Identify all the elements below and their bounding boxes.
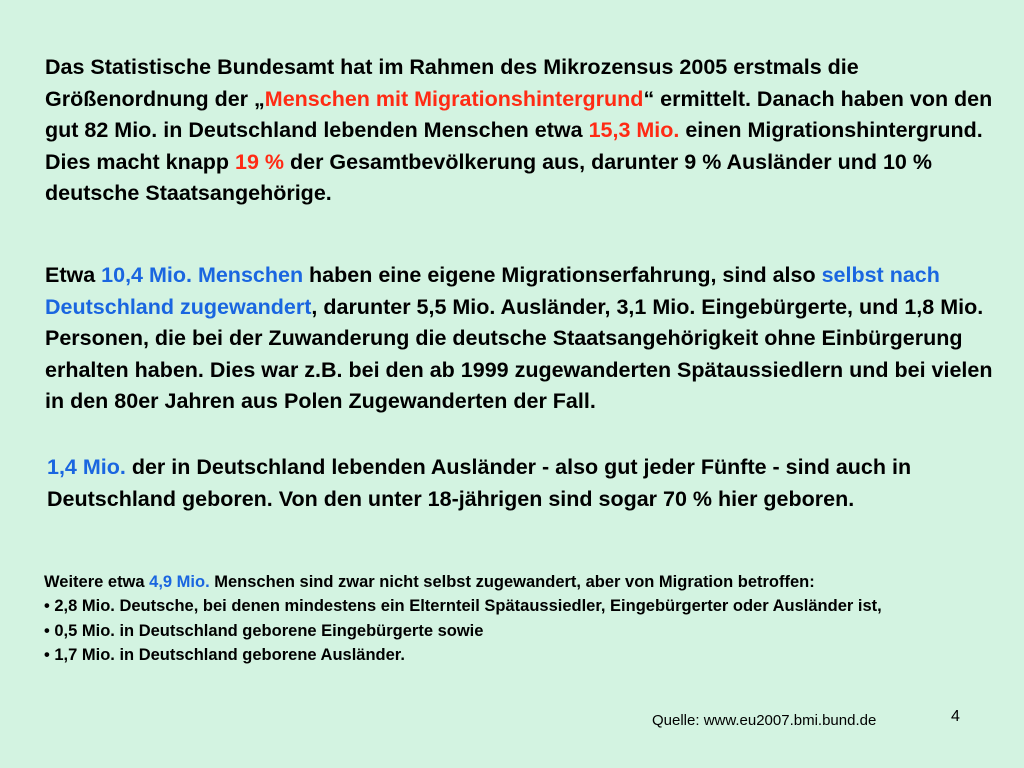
p3-highlight-count: 1,4 Mio. [47, 455, 126, 479]
p1-highlight-count: 15,3 Mio. [588, 118, 680, 143]
p3-text-1: der in Deutschland lebenden Ausländer - also gut jeder Fünfte - sind auch in Deutschland geboren. Von den unter 18-jährigen sind sogar 70 % hier geboren. [47, 455, 912, 511]
p1-highlight-percent: 19 % [234, 149, 284, 174]
paragraph-von-migration-betroffen [44, 570, 1004, 667]
source-citation: Quelle: www.eu2007.bmi.bund.de [652, 712, 877, 729]
p4-text-2: Menschen sind zwar nicht selbst zugewandert, aber von Migration betroffen: [209, 573, 815, 591]
p4-bullet-1: • 2,8 Mio. Deutsche, bei denen mindestens ein Elternteil Spätaussiedler, Eingebürgerter oder Ausländer ist, [44, 597, 882, 616]
p1-text-1: Das Statistische Bundesamt hat im Rahmen des Mikrozensus 2005 erstmals die Größenordnung der „ [45, 55, 859, 111]
p1-text-4: der Gesamtbevölkerung aus, darunter 9 % Ausländer und 10 % deutsche Staatsangehörige. [45, 149, 932, 206]
p4-bullet-3: • 1,7 Mio. in Deutschland geborene Ausländer. [44, 645, 405, 664]
p2-highlight-count: 10,4 Mio. Menschen [101, 263, 304, 287]
p2-text-1: Etwa [45, 263, 102, 287]
paragraph-in-deutschland-geboren [47, 452, 1007, 515]
p4-intro [44, 570, 1004, 594]
p2-highlight-zugewandert: selbst nach Deutschland zugewandert [45, 263, 940, 319]
p1-text-2: “ ermittelt. Danach haben von den gut 82 Mio. in Deutschland lebenden Menschen etwa [45, 86, 993, 143]
p4-highlight-count: 4,9 Mio. [149, 573, 210, 591]
p1-highlight-term: Menschen mit Migrationshintergrund [264, 86, 644, 111]
p2-text-3: , darunter 5,5 Mio. Ausländer, 3,1 Mio. Eingebürgerte, und 1,8 Mio. Personen, die bei der Zuwanderung die deutsche Staatsangehörigkeit ohne Einbürgerung erhalten haben. Dies war z.B. bei den ab 1999 zugewanderten Spätaussiedlern und bei vielen in den 80er Jahren aus Polen Zugewanderten der Fall. [45, 294, 993, 414]
page-number: 4 [951, 708, 960, 725]
p4-text-1: Weitere etwa [44, 573, 150, 591]
p4-bullet-2: • 0,5 Mio. in Deutschland geborene Eingebürgerte sowie [44, 621, 484, 640]
paragraph-migrationshintergrund [45, 52, 1005, 210]
p1-text-3: einen Migrationshintergrund. Dies macht knapp [45, 118, 983, 174]
paragraph-migrationserfahrung [45, 260, 1005, 418]
p2-text-2: haben eine eigene Migrationserfahrung, sind also [303, 263, 822, 287]
